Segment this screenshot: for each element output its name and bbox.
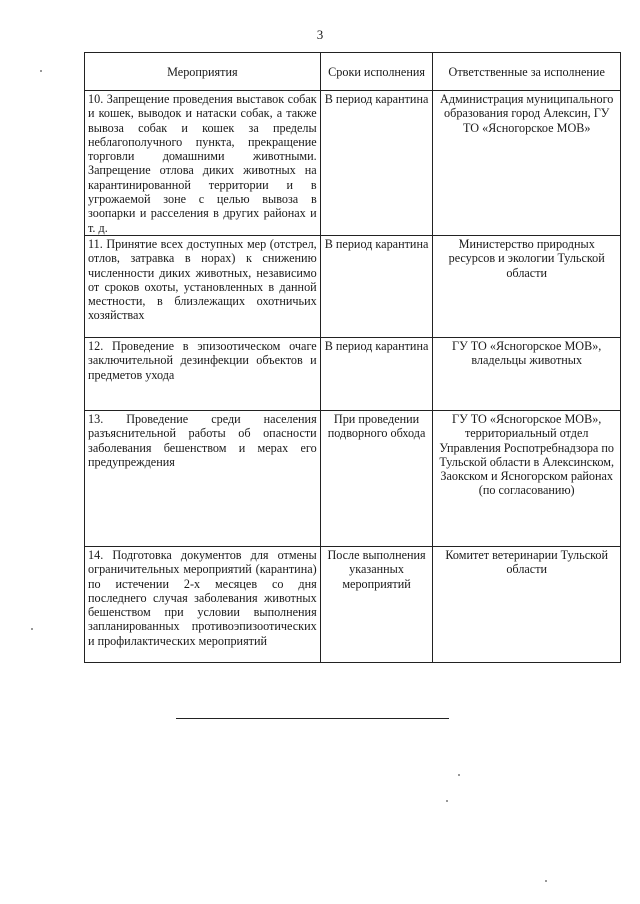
table-row	[85, 338, 621, 411]
responsible-cell: Администрация муниципального образования город Алексин, ГУ ТО «Ясногорское МОВ»	[433, 91, 621, 236]
table-row	[85, 547, 621, 663]
term-cell: После выполнения указанных мероприятий	[320, 547, 433, 663]
table-header-row	[85, 53, 621, 91]
measures-table	[84, 52, 621, 663]
table-row	[85, 91, 621, 236]
scan-speck	[40, 70, 42, 72]
scan-speck	[446, 800, 448, 802]
responsible-cell: Комитет ветеринарии Тульской области	[433, 547, 621, 663]
scan-speck	[31, 628, 33, 630]
responsible-cell: ГУ ТО «Ясногорское МОВ», территориальный отдел Управления Роспотребнадзора по Тульской области в Алексинском, Заокском и Ясногорском районах (по согласованию)	[433, 411, 621, 547]
table-row	[85, 411, 621, 547]
measure-cell: 10. Запрещение проведения выставок собак и кошек, выводок и натаски собак, а также вывоза собак и кошек за пределы неблагополучного пункта, прекращение торговли домашними животными. Запрещение отлова диких животных на карантинированной территории и в угрожаемой зоне с целью вывоза в зоопарки и расселения в других районах и т. д.	[85, 91, 321, 236]
term-cell: При проведении подворного обхода	[320, 411, 433, 547]
header-terms: Сроки исполнения	[320, 53, 433, 91]
term-cell: В период карантина	[320, 338, 433, 411]
measure-cell: 12. Проведение в эпизоотическом очаге заключительной дезинфекции объектов и предметов ухода	[85, 338, 321, 411]
page-number: 3	[316, 27, 324, 42]
term-cell: В период карантина	[320, 236, 433, 338]
table-row	[85, 236, 621, 338]
responsible-cell: ГУ ТО «Ясногорское МОВ», владельцы животных	[433, 338, 621, 411]
measure-cell: 14. Подготовка документов для отмены ограничительных мероприятий (карантина) по истечении 2-х месяцев со дня последнего случая заболевания животных бешенством при условии выполнения запланированных противоэпизоотических и профилактических мероприятий	[85, 547, 321, 663]
header-responsible: Ответственные за исполнение	[433, 53, 621, 91]
measure-cell: 11. Принятие всех доступных мер (отстрел, отлов, затравка в норах) к снижению численности диких животных, независимо от сроков охоты, установленных в данной местности, в близлежащих охотничьих хозяйствах	[85, 236, 321, 338]
term-cell: В период карантина	[320, 91, 433, 236]
responsible-cell: Министерство природных ресурсов и экологии Тульской области	[433, 236, 621, 338]
scan-speck	[458, 774, 460, 776]
header-measures: Мероприятия	[85, 53, 321, 91]
scan-speck	[545, 880, 547, 882]
signature-line	[176, 718, 449, 719]
measure-cell: 13. Проведение среди населения разъяснительной работы об опасности заболевания бешенством и мерах его предупреждения	[85, 411, 321, 547]
